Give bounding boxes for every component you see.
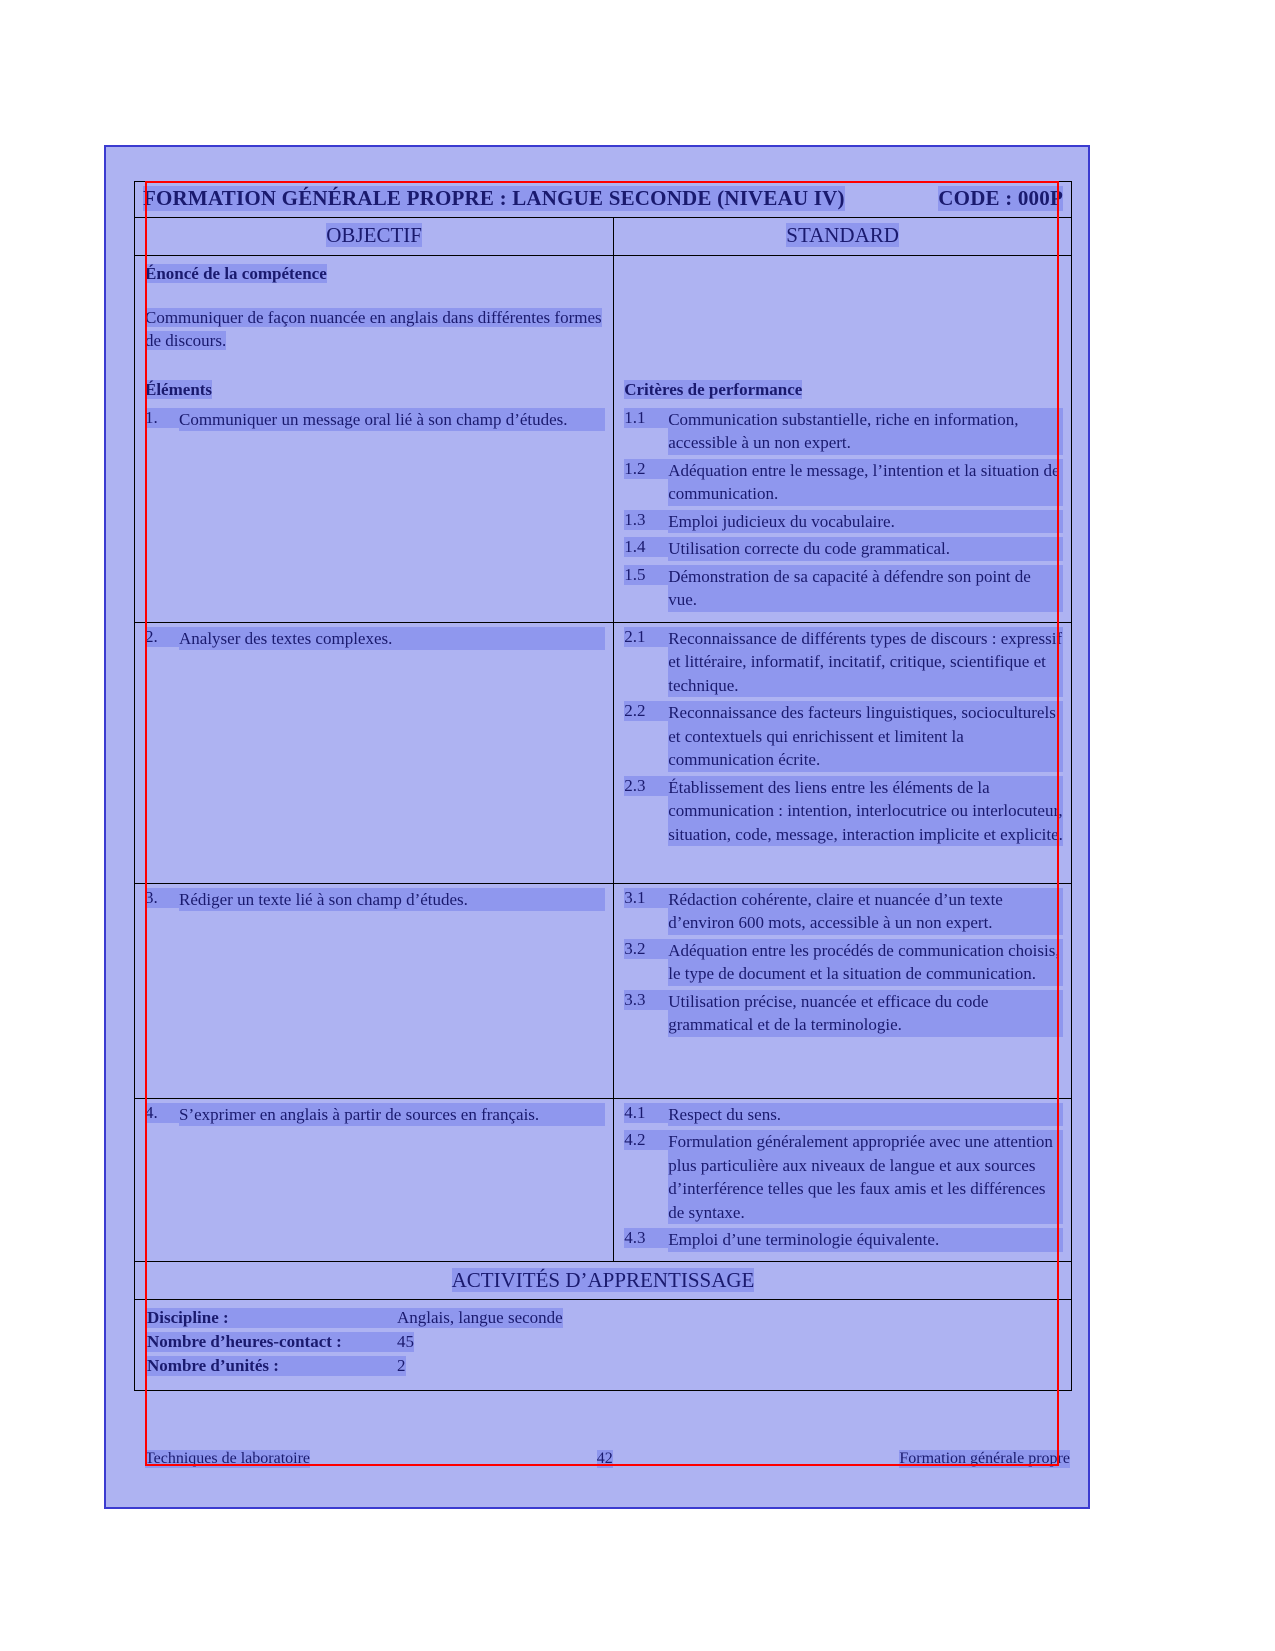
competency-table	[134, 181, 1072, 1391]
criterion-1-2	[624, 459, 1063, 506]
element-cell-3	[135, 884, 614, 1098]
page-footer	[145, 1450, 1070, 1468]
criterion-number-2-2: 2.2	[624, 701, 668, 721]
criterion-number-1-4: 1.4	[624, 537, 668, 557]
element-text-4: S’exprimer en anglais à partir de sources en français.	[179, 1103, 605, 1126]
element-item-1	[145, 408, 605, 431]
criterion-number-3-2: 3.2	[624, 939, 668, 959]
footer-right: Formation générale propre	[899, 1450, 1070, 1467]
criterion-4-1	[624, 1103, 1063, 1126]
table-row	[135, 884, 1071, 1099]
table-row	[135, 1099, 1071, 1262]
criterion-number-1-3: 1.3	[624, 510, 668, 530]
element-cell-4	[135, 1099, 614, 1261]
element-text-1: Communiquer un message oral lié à son champ d’études.	[179, 408, 605, 431]
criterion-text-1-4: Utilisation correcte du code grammatical.	[668, 537, 1063, 560]
element-cell-2	[135, 623, 614, 883]
elements-heading: Éléments	[145, 380, 213, 399]
criterion-number-4-2: 4.2	[624, 1130, 668, 1150]
info-label-discipline: Discipline :	[147, 1308, 397, 1328]
title-cell	[135, 182, 1071, 217]
element-number-1: 1.	[145, 408, 179, 428]
criterion-number-1-5: 1.5	[624, 565, 668, 585]
info-value-unites: 2	[397, 1356, 406, 1375]
criterion-number-3-3: 3.3	[624, 990, 668, 1010]
criterion-number-2-3: 2.3	[624, 776, 668, 796]
criterion-1-4	[624, 537, 1063, 560]
info-label-unites: Nombre d’unités :	[147, 1356, 397, 1376]
subheading-row	[135, 374, 1071, 404]
info-line-unites	[147, 1356, 1063, 1376]
criterion-text-1-2: Adéquation entre le message, l’intention et la situation de communication.	[668, 459, 1063, 506]
criterion-3-2	[624, 939, 1063, 986]
info-value-discipline: Anglais, langue seconde	[397, 1308, 563, 1327]
element-text-2: Analyser des textes complexes.	[179, 627, 605, 650]
document-title: FORMATION GÉNÉRALE PROPRE : LANGUE SECONDE (NIVEAU IV)	[143, 186, 845, 210]
criterion-number-4-3: 4.3	[624, 1228, 668, 1248]
activities-info-row	[135, 1300, 1071, 1390]
column-header-objectif	[135, 218, 614, 255]
element-number-4: 4.	[145, 1103, 179, 1123]
criterion-number-3-1: 3.1	[624, 888, 668, 908]
criteria-cell-4	[614, 1099, 1071, 1261]
info-value-heures: 45	[397, 1332, 414, 1351]
criterion-number-4-1: 4.1	[624, 1103, 668, 1123]
element-item-4	[145, 1103, 605, 1126]
document-code: CODE : 000P	[938, 186, 1063, 210]
criterion-1-1	[624, 408, 1063, 455]
criterion-text-2-2: Reconnaissance des facteurs linguistiques, socioculturels et contextuels qui enrichissent et limitent la communication écrite.	[668, 701, 1063, 771]
activities-title: ACTIVITÉS D’APPRENTISSAGE	[451, 1268, 755, 1292]
column-header-objectif-label: OBJECTIF	[326, 223, 422, 247]
criteria-cell-2	[614, 623, 1071, 883]
info-line-discipline	[147, 1308, 1063, 1328]
column-header-row	[135, 218, 1071, 256]
criteria-cell-1	[614, 404, 1071, 622]
criterion-text-4-3: Emploi d’une terminologie équivalente.	[668, 1228, 1063, 1251]
element-number-2: 2.	[145, 627, 179, 647]
table-row	[135, 623, 1071, 884]
criterion-text-3-2: Adéquation entre les procédés de communication choisis, le type de document et la situation de communication.	[668, 939, 1063, 986]
column-header-standard	[614, 218, 1071, 255]
criterion-number-2-1: 2.1	[624, 627, 668, 647]
criterion-text-4-1: Respect du sens.	[668, 1103, 1063, 1126]
criterion-2-2	[624, 701, 1063, 771]
element-item-2	[145, 627, 605, 650]
criterion-2-1	[624, 627, 1063, 697]
criterion-text-2-3: Établissement des liens entre les éléments de la communication : intention, interlocutrice ou interlocuteur, situation, code, message, interaction implicite et explicite.	[668, 776, 1063, 846]
criterion-text-1-5: Démonstration de sa capacité à défendre son point de vue.	[668, 565, 1063, 612]
criterion-1-3	[624, 510, 1063, 533]
criterion-text-3-1: Rédaction cohérente, claire et nuancée d’un texte d’environ 600 mots, accessible à un non expert.	[668, 888, 1063, 935]
criterion-3-3	[624, 990, 1063, 1037]
element-cell-1	[135, 404, 614, 622]
competence-row	[135, 256, 1071, 374]
criteres-heading-cell	[614, 374, 1071, 404]
competence-text: Communiquer de façon nuancée en anglais dans différentes formes de discours.	[145, 308, 602, 351]
competence-cell	[135, 256, 614, 374]
criterion-number-1-2: 1.2	[624, 459, 668, 479]
criteres-heading: Critères de performance	[624, 380, 803, 399]
criterion-4-2	[624, 1130, 1063, 1224]
criterion-text-2-1: Reconnaissance de différents types de discours : expressif et littéraire, informatif, incitatif, critique, scientifique et technique.	[668, 627, 1063, 697]
criteria-cell-3	[614, 884, 1071, 1098]
info-line-heures	[147, 1332, 1063, 1352]
footer-page-number: 42	[596, 1450, 613, 1467]
element-item-3	[145, 888, 605, 911]
table-title-row	[135, 182, 1071, 218]
criterion-4-3	[624, 1228, 1063, 1251]
table-row	[135, 404, 1071, 623]
info-label-heures: Nombre d’heures-contact :	[147, 1332, 397, 1352]
criterion-number-1-1: 1.1	[624, 408, 668, 428]
competence-standard-cell	[614, 256, 1071, 374]
criterion-1-5	[624, 565, 1063, 612]
criterion-text-1-3: Emploi judicieux du vocabulaire.	[668, 510, 1063, 533]
element-number-3: 3.	[145, 888, 179, 908]
competence-label: Énoncé de la compétence	[145, 264, 327, 283]
activities-header-row	[135, 1262, 1071, 1300]
criterion-text-1-1: Communication substantielle, riche en information, accessible à un non expert.	[668, 408, 1063, 455]
criterion-2-3	[624, 776, 1063, 846]
criterion-text-4-2: Formulation généralement appropriée avec une attention plus particulière aux niveaux de langue et aux sources d’interférence telles que les faux amis et les différences de syntaxe.	[668, 1130, 1063, 1224]
column-header-standard-label: STANDARD	[786, 223, 899, 247]
criterion-text-3-3: Utilisation précise, nuancée et efficace du code grammatical et de la terminologie.	[668, 990, 1063, 1037]
element-text-3: Rédiger un texte lié à son champ d’études.	[179, 888, 605, 911]
footer-left: Techniques de laboratoire	[145, 1450, 311, 1467]
activities-title-cell	[135, 1262, 1071, 1300]
criterion-3-1	[624, 888, 1063, 935]
elements-heading-cell	[135, 374, 614, 404]
activities-info-cell	[135, 1300, 1071, 1390]
